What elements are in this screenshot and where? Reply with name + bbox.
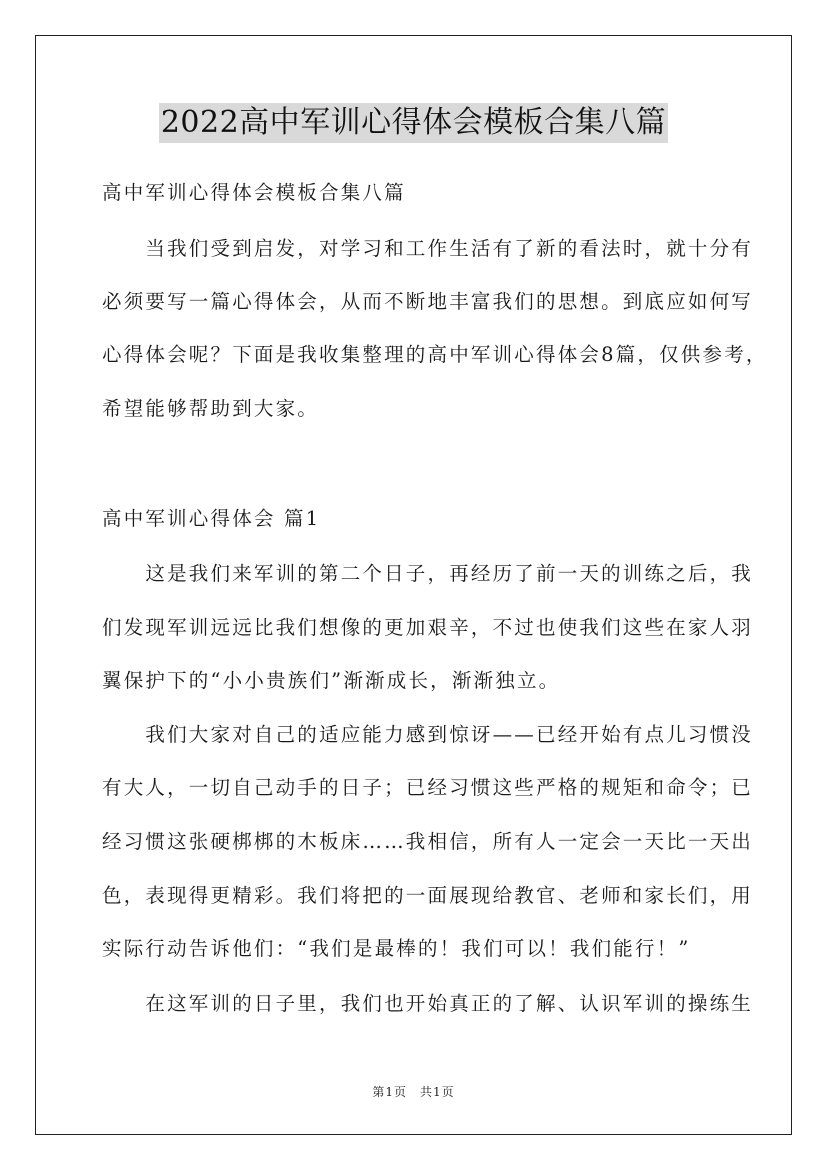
body-line-3: 翼保护下的“小小贵族们”渐渐成长，渐渐独立。 xyxy=(102,669,561,692)
intro-line-4: 希望能够帮助到大家。 xyxy=(102,397,320,420)
body-line-7: 色，表现得更精彩。我们将把的一面展现给教官、老师和家长们，用 xyxy=(102,884,754,907)
title-container xyxy=(0,103,827,143)
body-line-6: 经习惯这张硬梆梆的木板床……我相信，所有人一定会一天比一天出 xyxy=(102,830,754,853)
intro-line-2: 必须要写一篇心得体会，从而不断地丰富我们的思想。到底应如何写 xyxy=(102,290,754,313)
section-heading: 高中军训心得体会 篇1 xyxy=(102,507,321,530)
document-subtitle: 高中军训心得体会模板合集八篇 xyxy=(102,181,406,204)
page-footer: 第1页 共1页 xyxy=(372,1085,455,1099)
body-line-2: 们发现军训远远比我们想像的更加艰辛，不过也使我们这些在家人羽 xyxy=(102,616,754,639)
body-line-8: 实际行动告诉他们：“我们是最棒的！我们可以！我们能行！” xyxy=(102,937,691,960)
body-line-5: 有大人，一切自己动手的日子；已经习惯这些严格的规矩和命令；已 xyxy=(102,776,754,799)
intro-line-3: 心得体会呢？下面是我收集整理的高中军训心得体会8篇，仅供参考， xyxy=(102,343,768,366)
document-title: 2022高中军训心得体会模板合集八篇 xyxy=(159,103,668,143)
body-line-4: 我们大家对自己的适应能力感到惊讶——已经开始有点儿习惯没 xyxy=(102,723,754,746)
intro-line-1: 当我们受到启发，对学习和工作生活有了新的看法时，就十分有 xyxy=(102,237,754,260)
body-line-9: 在这军训的日子里，我们也开始真正的了解、认识军训的操练生 xyxy=(102,992,754,1015)
body-line-1: 这是我们来军训的第二个日子，再经历了前一天的训练之后，我 xyxy=(102,562,754,585)
